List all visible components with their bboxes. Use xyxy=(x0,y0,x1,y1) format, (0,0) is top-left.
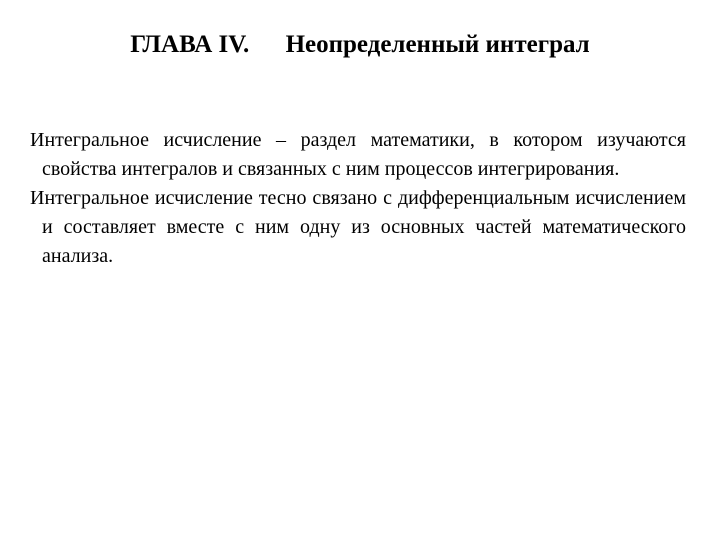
chapter-name: Неопределенный интеграл xyxy=(285,31,590,58)
chapter-number: ГЛАВА IV. xyxy=(130,31,250,58)
slide-title xyxy=(0,30,720,60)
paragraph-relation: Интегральное исчисление тесно связано с дифференциальным исчислением и составляет вместе с ним одну из основных частей математического анализа. xyxy=(30,187,686,267)
paragraph-definition: Интегральное исчисление – раздел математики, в котором изучаются свойства интегралов и связанных с ним процессов интегрирования. xyxy=(30,129,686,180)
slide-body xyxy=(30,126,686,271)
